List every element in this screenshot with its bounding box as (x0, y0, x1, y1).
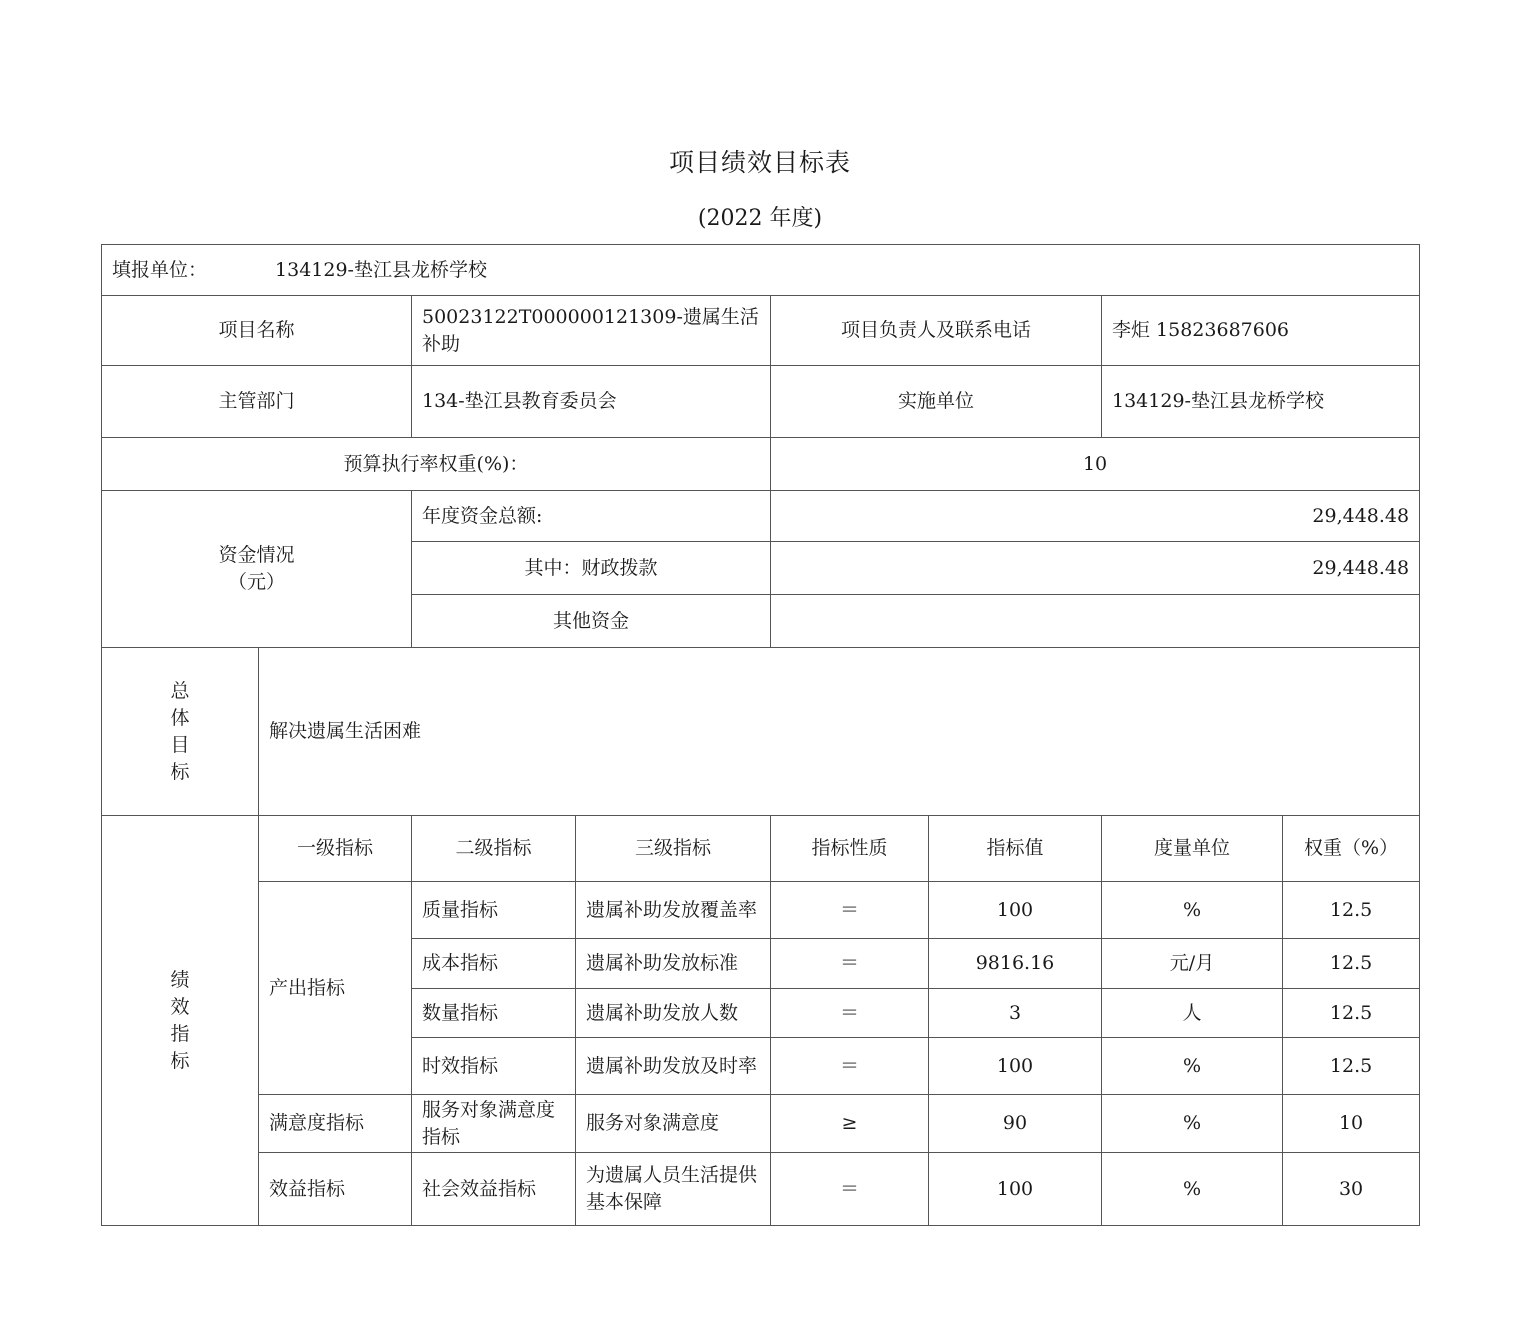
nature-cell: ＝ (771, 882, 929, 939)
output-group-label: 产出指标 (259, 882, 412, 1095)
unit-row (102, 245, 1420, 296)
indicators-char: 标 (170, 1049, 190, 1072)
overall-goal-char: 目 (170, 733, 190, 756)
budget-weight-row (102, 438, 1420, 491)
unit-cell: % (1102, 1095, 1283, 1153)
header-weight: 权重（%） (1283, 816, 1420, 882)
indicators-char: 效 (170, 995, 190, 1018)
funds-label-line1: 资金情况 (218, 544, 295, 566)
value-cell: 90 (929, 1095, 1102, 1153)
indicators-char: 指 (170, 1022, 190, 1045)
value-cell: 100 (929, 1038, 1102, 1095)
level3-cell: 遗属补助发放标准 (576, 939, 771, 989)
unit-cell: % (1102, 1153, 1283, 1226)
weight-cell: 12.5 (1283, 1038, 1420, 1095)
funds-other-value (771, 595, 1420, 648)
impl-value: 134129-垫江县龙桥学校 (1102, 366, 1420, 438)
level2-cell: 质量指标 (412, 882, 576, 939)
funds-label (102, 491, 412, 648)
nature-cell: ＝ (771, 939, 929, 989)
header-nature: 指标性质 (771, 816, 929, 882)
nature-cell: ＝ (771, 1038, 929, 1095)
table-row (102, 1153, 1420, 1226)
level2-cell: 时效指标 (412, 1038, 576, 1095)
overall-goal-content: 解决遗属生活困难 (259, 648, 1420, 816)
unit-cell: 元/月 (1102, 939, 1283, 989)
indicators-char: 绩 (170, 968, 190, 991)
nature-cell: ＝ (771, 989, 929, 1038)
contact-value: 李炬 15823687606 (1102, 296, 1420, 366)
overall-goal-char: 体 (170, 706, 190, 729)
header-level3: 三级指标 (576, 816, 771, 882)
contact-label: 项目负责人及联系电话 (771, 296, 1102, 366)
weight-cell: 12.5 (1283, 989, 1420, 1038)
unit-cell: 人 (1102, 989, 1283, 1038)
dept-label: 主管部门 (102, 366, 412, 438)
value-cell: 9816.16 (929, 939, 1102, 989)
project-name-value: 50023122T000000121309-遗属生活补助 (412, 296, 771, 366)
funds-total-value: 29,448.48 (771, 491, 1420, 542)
header-value: 指标值 (929, 816, 1102, 882)
level3-cell: 遗属补助发放覆盖率 (576, 882, 771, 939)
nature-cell: ＝ (771, 1153, 929, 1226)
level2-cell: 数量指标 (412, 989, 576, 1038)
project-name-label: 项目名称 (102, 296, 412, 366)
level2-cell: 成本指标 (412, 939, 576, 989)
project-name-row (102, 296, 1420, 366)
level2-cell: 服务对象满意度指标 (412, 1095, 576, 1153)
table-row (102, 882, 1420, 939)
level2-cell: 社会效益指标 (412, 1153, 576, 1226)
header-level2: 二级指标 (412, 816, 576, 882)
funds-total-label: 年度资金总额: (412, 491, 771, 542)
level1-cell: 效益指标 (259, 1153, 412, 1226)
weight-cell: 12.5 (1283, 939, 1420, 989)
header-unit: 度量单位 (1102, 816, 1283, 882)
unit-cell (102, 245, 1420, 296)
level3-cell: 遗属补助发放及时率 (576, 1038, 771, 1095)
dept-row (102, 366, 1420, 438)
weight-cell: 12.5 (1283, 882, 1420, 939)
value-cell: 3 (929, 989, 1102, 1038)
weight-cell: 10 (1283, 1095, 1420, 1153)
indicators-label (102, 816, 259, 1226)
overall-goal-label (102, 648, 259, 816)
funds-total-row (102, 491, 1420, 542)
indicator-header-row (102, 816, 1420, 882)
level3-cell: 为遗属人员生活提供基本保障 (576, 1153, 771, 1226)
unit-cell: % (1102, 882, 1283, 939)
budget-weight-label: 预算执行率权重(%)： (102, 438, 771, 491)
header-level1: 一级指标 (259, 816, 412, 882)
value-cell: 100 (929, 1153, 1102, 1226)
overall-goal-char: 标 (170, 760, 190, 783)
overall-goal-char: 总 (170, 679, 190, 702)
performance-table (101, 244, 1420, 1226)
unit-value: 134129-垫江县龙桥学校 (275, 258, 487, 281)
unit-label: 填报单位： (112, 258, 208, 281)
weight-cell: 30 (1283, 1153, 1420, 1226)
nature-cell: ≥ (771, 1095, 929, 1153)
value-cell: 100 (929, 882, 1102, 939)
funds-fiscal-value: 29,448.48 (771, 542, 1420, 595)
impl-label: 实施单位 (771, 366, 1102, 438)
level1-cell: 满意度指标 (259, 1095, 412, 1153)
funds-label-line2: （元） (227, 571, 285, 593)
table-row (102, 1095, 1420, 1153)
funds-other-label: 其他资金 (412, 595, 771, 648)
page-title: 项目绩效目标表 (668, 148, 851, 177)
overall-goal-row (102, 648, 1420, 816)
budget-weight-value: 10 (771, 438, 1420, 491)
funds-fiscal-label: 其中：财政拨款 (412, 542, 771, 595)
level3-cell: 遗属补助发放人数 (576, 989, 771, 1038)
unit-cell: % (1102, 1038, 1283, 1095)
level3-cell: 服务对象满意度 (576, 1095, 771, 1153)
dept-value: 134-垫江县教育委员会 (412, 366, 771, 438)
page-subtitle: (2022 年度) (697, 206, 823, 231)
